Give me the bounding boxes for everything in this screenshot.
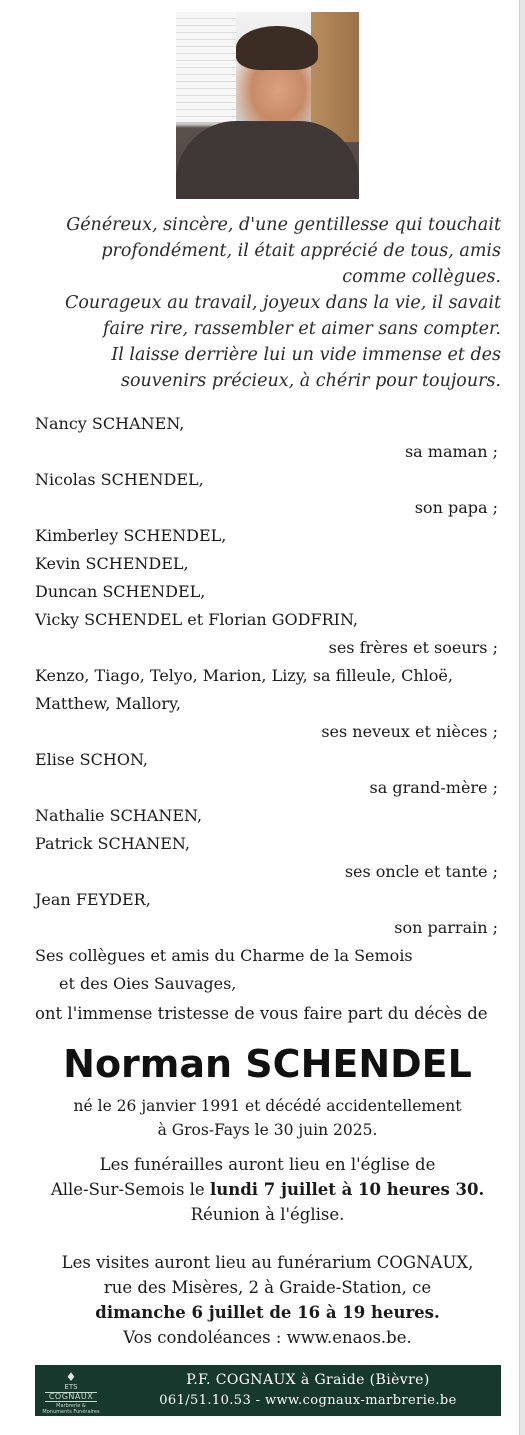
photo-door (311, 12, 359, 142)
colleagues-line: et des Oies Sauvages, (59, 974, 237, 993)
photo-shirt (176, 121, 359, 199)
family-relation: ses frères et soeurs ; (328, 638, 498, 657)
family-relation: ses oncle et tante ; (344, 862, 498, 881)
cognaux-logo (41, 1370, 101, 1415)
visit-details (0, 1250, 525, 1350)
family-relation: son parrain ; (394, 918, 498, 937)
family-relation: son papa ; (414, 498, 498, 517)
funeral-line: Les funérailles auront lieu en l'église de (99, 1155, 436, 1174)
family-name: Nathalie SCHANEN, (35, 806, 203, 825)
funeral-details (0, 1152, 525, 1227)
family-name: Matthew, Mallory, (35, 694, 181, 713)
family-name: Patrick SCHANEN, (35, 834, 190, 853)
family-relation: ses neveux et nièces ; (321, 722, 498, 741)
family-relation: sa grand-mère ; (369, 778, 498, 797)
colleagues-line: Ses collègues et amis du Charme de la Semois (35, 946, 413, 965)
family-name: Nicolas SCHENDEL, (35, 470, 204, 489)
funeral-datetime: lundi 7 juillet à 10 heures 30. (209, 1180, 485, 1199)
family-list (35, 410, 498, 998)
family-name: Kimberley SCHENDEL, (35, 526, 227, 545)
visit-line: rue des Misères, 2 à Graide-Station, ce (103, 1278, 432, 1297)
tribute-line: Courageux au travail, joyeux dans la vie, il savait (64, 293, 501, 313)
birth-details (0, 1094, 525, 1142)
birth-line: à Gros-Fays le 30 juin 2025. (157, 1121, 378, 1139)
funeral-place: Alle-Sur-Semois le (50, 1180, 210, 1199)
family-name: Jean FEYDER, (35, 890, 151, 909)
logo-sub: Marbrerie & Monuments Funéraires (42, 1403, 100, 1415)
family-name: Vicky SCHENDEL et Florian GODFRIN, (35, 610, 359, 629)
family-name: Elise SCHON, (35, 750, 149, 769)
birth-line: né le 26 janvier 1991 et décédé accidentellement (73, 1097, 462, 1115)
logo-top: ETS (64, 1383, 78, 1391)
banner-contact: 061/51.10.53 - www.cognaux-marbrerie.be (159, 1393, 457, 1408)
tribute-line: faire rire, rassembler et aimer sans compter. (102, 319, 501, 339)
funeral-line (0, 1177, 525, 1202)
logo-brand: COGNAUX (45, 1392, 97, 1402)
tribute-line: profondément, il était apprécié de tous, amis (101, 241, 501, 261)
portrait-photo (176, 12, 359, 199)
deceased-name: Norman SCHENDEL (63, 1042, 472, 1086)
family-name: Kenzo, Tiago, Telyo, Marion, Lizy, sa filleule, Chloë, (35, 666, 453, 685)
funeral-home-banner (35, 1365, 501, 1416)
visit-datetime-text: dimanche 6 juillet de 16 à 19 heures. (95, 1303, 440, 1322)
photo-window-blinds (176, 12, 236, 122)
tribute-text (60, 212, 501, 394)
tribute-line: Il laisse derrière lui un vide immense et des (111, 345, 501, 365)
family-name: Duncan SCHENDEL, (35, 582, 206, 601)
tribute-line: souvenirs précieux, à chérir pour toujours. (121, 371, 501, 391)
banner-title: P.F. COGNAUX à Graide (Bièvre) (186, 1372, 430, 1388)
tribute-line: Généreux, sincère, d'une gentillesse qui touchait (66, 215, 501, 235)
photo-hair (236, 26, 318, 70)
tribute-line: comme collègues. (342, 267, 501, 287)
flame-icon: ♦ (65, 1370, 77, 1384)
family-name: Kevin SCHENDEL, (35, 554, 189, 573)
family-relation: sa maman ; (404, 442, 498, 461)
condolences-line: Vos condoléances : www.enaos.be. (123, 1328, 412, 1347)
family-name: Nancy SCHANEN, (35, 414, 185, 433)
visit-datetime (0, 1300, 525, 1325)
announcement: ont l'immense tristesse de vous faire part du décès de (35, 1004, 488, 1023)
funeral-line: Réunion à l'église. (190, 1205, 345, 1224)
visit-line: Les visites auront lieu au funérarium COGNAUX, (61, 1253, 474, 1272)
